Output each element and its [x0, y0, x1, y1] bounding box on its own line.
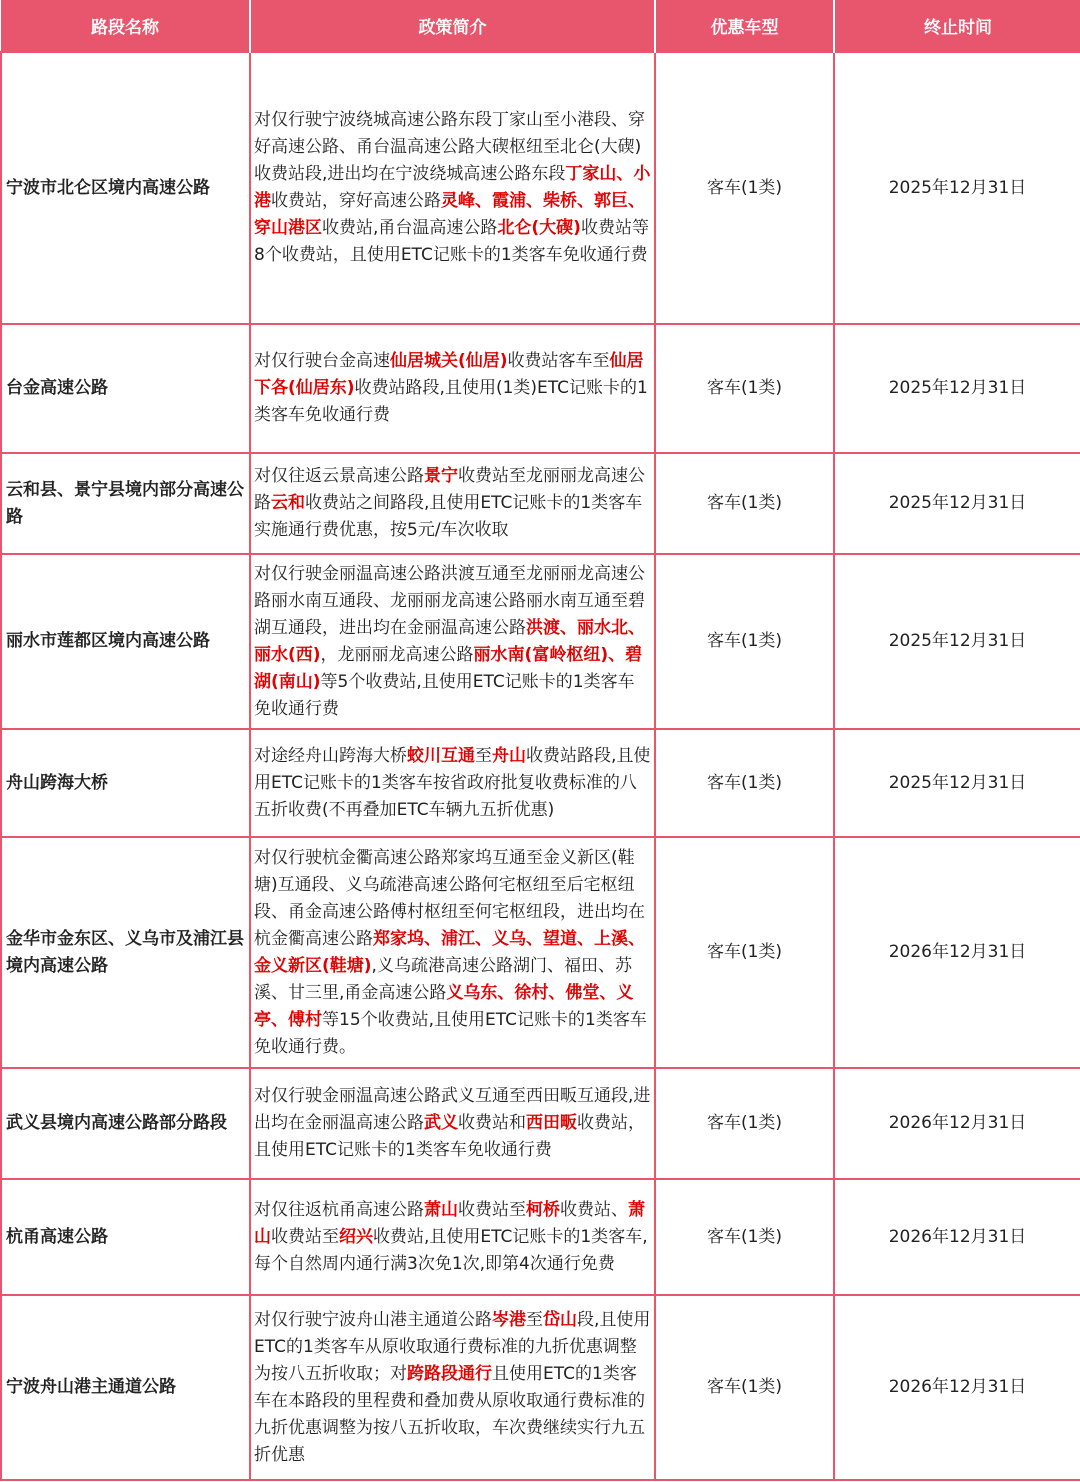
policy-text: 收费站路段,且使用(1类)ETC记账卡的1类客车免收通行费: [254, 378, 648, 425]
policy-cell: [250, 554, 655, 729]
vehicle-type-cell: 客车(1类): [655, 1179, 834, 1295]
policy-text: 对途经舟山跨海大桥: [254, 745, 407, 766]
policy-text: 对仅往返云景高速公路: [254, 466, 424, 486]
road-name-cell: 宁波市北仑区境内高速公路: [1, 52, 250, 324]
end-date-cell: 2025年12月31日: [834, 554, 1080, 729]
policy-text: 收费站至: [271, 1226, 339, 1247]
table-row: [1, 1295, 1080, 1480]
header-road-name: 路段名称: [1, 0, 250, 52]
policy-cell: [250, 324, 655, 453]
header-row: [1, 0, 1080, 52]
vehicle-type-cell: 客车(1类): [655, 324, 834, 453]
vehicle-type-cell: 客车(1类): [655, 729, 834, 837]
policy-text: 对仅往返杭甬高速公路: [254, 1199, 424, 1220]
vehicle-type-cell: 客车(1类): [655, 453, 834, 554]
policy-text: 对仅行驶金丽温高速公路洪渡互通至龙丽丽龙高速公路丽水南互通段、龙丽丽龙高速公路丽水南互通至碧湖互通段，进出均在金丽温高速公路: [254, 563, 645, 638]
end-date-cell: 2025年12月31日: [834, 324, 1080, 453]
road-name-cell: 台金高速公路: [1, 324, 250, 453]
table-row: [1, 453, 1080, 554]
table-row: [1, 52, 1080, 324]
vehicle-type-cell: 客车(1类): [655, 1295, 834, 1480]
policy-highlight-text: 仙居下各(仙居东): [254, 351, 644, 398]
policy-highlight-text: 萧山: [424, 1199, 458, 1220]
policy-text: 收费站、: [560, 1199, 628, 1220]
policy-highlight-text: 跨路段通行: [407, 1363, 492, 1384]
policy-highlight-text: 景宁: [424, 466, 458, 486]
policy-highlight-text: 郑家坞、浦江、义乌、望道、上溪、金义新区(鞋塘): [254, 928, 645, 976]
vehicle-type-cell: 客车(1类): [655, 554, 834, 729]
policy-text: 对仅行驶杭金衢高速公路郑家坞互通至金义新区(鞋塘)互通段、义乌疏港高速公路何宅枢纽至后宅枢纽段、甬金高速公路傅村枢纽至何宅枢纽段，进出均在杭金衢高速公路: [254, 847, 645, 949]
policy-text: 对仅行驶宁波绕城高速公路东段丁家山至小港段、穿好高速公路、甬台温高速公路大碶枢纽至北仑(大碶)收费站段,进出均在宁波绕城高速公路东段: [254, 110, 645, 184]
policy-highlight-text: 灵峰、霞浦、柴桥、郭巨、穿山港区: [254, 191, 645, 238]
road-name-cell: 杭甬高速公路: [1, 1179, 250, 1295]
vehicle-type-cell: 客车(1类): [655, 1068, 834, 1179]
policy-highlight-text: 岑港: [492, 1309, 526, 1330]
policy-highlight-text: 舟山: [492, 745, 526, 766]
policy-cell: [250, 453, 655, 554]
policy-text: 收费站之间路段,且使用ETC记账卡的1类客车实施通行费优惠，按5元/车次收取: [254, 493, 643, 540]
policy-text: 对仅行驶金丽温高速公路武义互通至西田畈互通段,进出均在金丽温高速公路: [254, 1086, 651, 1133]
end-date-cell: 2026年12月31日: [834, 1179, 1080, 1295]
policy-highlight-text: 柯桥: [526, 1199, 560, 1220]
header-vehicle-type: 优惠车型: [655, 0, 834, 52]
policy-highlight-text: 丽水南(富岭枢纽)、碧湖(南山): [254, 644, 643, 692]
table-row: [1, 324, 1080, 453]
policy-text: 收费站和: [458, 1113, 526, 1133]
policy-highlight-text: 岱山: [543, 1309, 577, 1330]
policy-highlight-text: 北仑(大碶): [497, 218, 581, 238]
policy-cell: [250, 52, 655, 324]
table-body: [1, 52, 1080, 1480]
policy-highlight-text: 洪渡、丽水北、丽水(西): [254, 617, 645, 665]
policy-cell: [250, 1179, 655, 1295]
policy-cell: [250, 1295, 655, 1480]
policy-text: 收费站等8个收费站，且使用ETC记账卡的1类客车免收通行费: [254, 218, 649, 265]
table-row: [1, 729, 1080, 837]
policy-highlight-text: 义乌东、徐村、佛堂、义亭、傅村: [254, 982, 634, 1030]
policy-cell: [250, 1068, 655, 1179]
policy-text: 收费站至: [458, 1199, 526, 1220]
policy-text: 收费站，且使用ETC记账卡的1类客车免收通行费: [254, 1113, 645, 1160]
policy-cell: [250, 729, 655, 837]
policy-text: 收费站，穿好高速公路: [271, 191, 441, 211]
road-name-cell: 金华市金东区、义乌市及浦江县境内高速公路: [1, 837, 250, 1068]
policy-text: 收费站至龙丽丽龙高速公路: [254, 466, 645, 513]
policy-highlight-text: 仙居城关(仙居): [390, 351, 508, 371]
table-row: [1, 1179, 1080, 1295]
table-row: [1, 1068, 1080, 1179]
policy-highlight-text: 绍兴: [339, 1226, 373, 1247]
road-name-cell: 武义县境内高速公路部分路段: [1, 1068, 250, 1179]
policy-text: 收费站路段,且使用ETC记账卡的1类客车按省政府批复收费标准的八五折收费(不再叠加ETC车辆九五折优惠): [254, 745, 651, 820]
table-row: [1, 554, 1080, 729]
policy-text: 且使用ETC的1类客车在本路段的里程费和叠加费从原收取通行费标准的九折优惠调整为按八五折收取，车次费继续实行九五折优惠: [254, 1363, 645, 1465]
policy-highlight-text: 武义: [424, 1113, 458, 1133]
end-date-cell: 2025年12月31日: [834, 453, 1080, 554]
end-date-cell: 2025年12月31日: [834, 52, 1080, 324]
road-name-cell: 宁波舟山港主通道公路: [1, 1295, 250, 1480]
road-name-cell: 丽水市莲都区境内高速公路: [1, 554, 250, 729]
policy-text: ,义乌疏港高速公路湖门、福田、苏溪、甘三里,甬金高速公路: [254, 955, 632, 1003]
policy-cell: [250, 837, 655, 1068]
end-date-cell: 2026年12月31日: [834, 837, 1080, 1068]
vehicle-type-cell: 客车(1类): [655, 52, 834, 324]
policy-highlight-text: 蛟川互通: [407, 745, 475, 766]
policy-text: 对仅行驶台金高速: [254, 351, 390, 371]
header-policy-summary: 政策简介: [250, 0, 655, 52]
vehicle-type-cell: 客车(1类): [655, 837, 834, 1068]
policy-highlight-text: 丁家山、小港: [254, 164, 651, 211]
policy-text: 至: [475, 745, 492, 766]
policy-highlight-text: 萧山: [254, 1199, 645, 1247]
policy-text: 段,且使用ETC的1类客车从原收取通行费标准的九折优惠调整为按八五折收取；对: [254, 1309, 651, 1384]
policy-highlight-text: 云和: [271, 493, 305, 513]
policy-text: 等5个收费站,且使用ETC记账卡的1类客车免收通行费: [254, 671, 635, 719]
policy-text: 收费站,甬台温高速公路: [322, 218, 498, 238]
policy-text: 收费站,且使用ETC记账卡的1类客车,每个自然周内通行满3次免1次,即第4次通行免费: [254, 1226, 648, 1274]
policy-text: 至: [526, 1309, 543, 1330]
policy-text: 等15个收费站,且使用ETC记账卡的1类客车免收通行费。: [254, 1009, 647, 1057]
table-header: [1, 0, 1080, 52]
header-end-date: 终止时间: [834, 0, 1080, 52]
end-date-cell: 2026年12月31日: [834, 1068, 1080, 1179]
table-row: [1, 837, 1080, 1068]
policy-text: ，龙丽丽龙高速公路: [320, 644, 474, 665]
policy-text: 对仅行驶宁波舟山港主通道公路: [254, 1309, 492, 1330]
end-date-cell: 2026年12月31日: [834, 1295, 1080, 1480]
road-name-cell: 云和县、景宁县境内部分高速公路: [1, 453, 250, 554]
policy-highlight-text: 西田畈: [526, 1113, 577, 1133]
road-name-cell: 舟山跨海大桥: [1, 729, 250, 837]
policy-text: 收费站客车至: [507, 351, 610, 371]
end-date-cell: 2025年12月31日: [834, 729, 1080, 837]
